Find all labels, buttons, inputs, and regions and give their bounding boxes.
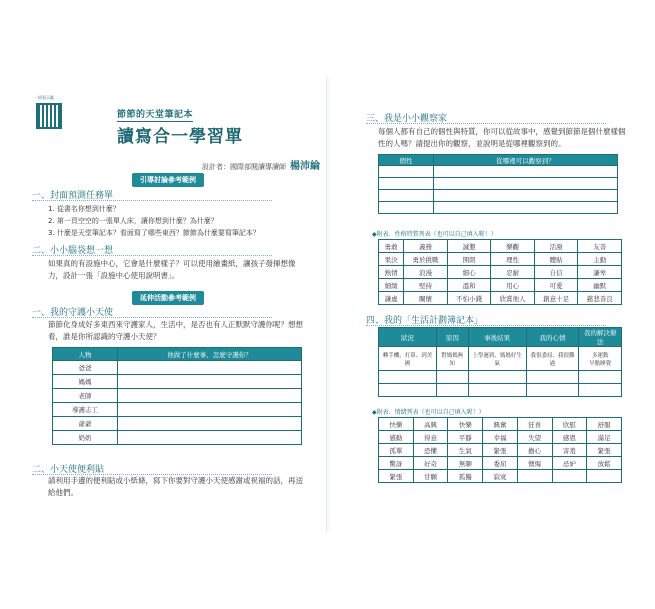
- table-cell: 開朗: [447, 253, 491, 266]
- table-cell: 害羞: [552, 444, 587, 457]
- table-cell: 緊張: [379, 470, 414, 483]
- table-cell: 幸福: [483, 431, 518, 444]
- table-cell: 關懷: [404, 292, 448, 305]
- table-cell: 緊張: [587, 444, 622, 457]
- table-cell: 爺爺: [53, 417, 118, 431]
- question: 3. 什麼是天堂筆記本？看面寫了哪些東西？節節為什麼要寫筆記本？: [48, 229, 260, 237]
- blank-cell[interactable]: [434, 190, 618, 202]
- section-heading: 四、我的「生活計劃簿記本」: [366, 313, 483, 326]
- page-title: 讀寫合一學習單: [117, 127, 243, 147]
- table-cell: 無聊: [448, 457, 483, 470]
- table-cell: 高興: [413, 418, 448, 431]
- table-cell: 主動: [578, 253, 622, 266]
- table-cell: 導護志工: [53, 403, 118, 417]
- table-cell: 勇敢: [379, 240, 404, 253]
- blank-cell[interactable]: [434, 202, 618, 214]
- author-name: 楊沛綸: [290, 161, 320, 172]
- table-cell: 感恩: [552, 431, 587, 444]
- table-cell: 快樂: [448, 418, 483, 431]
- plan-solution-line: 早點睡覺: [589, 360, 612, 367]
- table-cell: 謙卑: [578, 266, 622, 279]
- paragraph: 如果真的有設施中心，它會是什麼樣子？可以使用繪畫紙，讓孩子發揮想像力，設計一張「設施中心使用說明書」。: [48, 259, 296, 280]
- table-cell: 媽媽: [53, 375, 118, 389]
- table-cell: 放鬆: [587, 457, 622, 470]
- table-cell: 可愛: [534, 279, 578, 292]
- table-cell: 樂觀: [491, 240, 535, 253]
- table-cell: 得意: [413, 431, 448, 444]
- blank-cell[interactable]: [118, 403, 302, 417]
- table-cell: 寂寞: [483, 470, 518, 483]
- blank-cell[interactable]: [526, 371, 579, 384]
- table-cell: 浪漫: [404, 266, 448, 279]
- table-cell: 爸爸: [53, 361, 118, 375]
- blank-cell[interactable]: [118, 431, 302, 445]
- table-cell: 義務: [404, 240, 448, 253]
- table-cell: 體貼: [534, 253, 578, 266]
- table-header: 人物: [53, 348, 118, 361]
- table-header: 事後結果: [468, 328, 526, 347]
- table-cell: 失望: [517, 431, 552, 444]
- blank-cell[interactable]: [468, 371, 526, 384]
- guide-pill: 引導討論參考範例: [132, 173, 204, 187]
- table-cell: 堅持: [404, 279, 448, 292]
- blank-cell[interactable]: [118, 389, 302, 403]
- table-cell: 忌妒: [552, 457, 587, 470]
- table-row: [379, 240, 622, 253]
- table-cell: 恐懼: [413, 444, 448, 457]
- table-cell: 溫和: [447, 279, 491, 292]
- table-note: ◆附表．性格特質列表（也可以自己填入喔！）: [372, 231, 497, 238]
- section-heading: 一、我的守護小天使: [32, 305, 113, 318]
- table-cell: 舒服: [587, 418, 622, 431]
- table-header: 他做了什麼事、怎麼守護你？: [118, 348, 302, 361]
- table-cell: 細緻: [379, 279, 404, 292]
- blank-cell[interactable]: [437, 371, 469, 384]
- blank-cell[interactable]: [379, 202, 434, 214]
- table-cell: 謙虛: [379, 292, 404, 305]
- table-header: 從哪裡可以觀察到？: [434, 155, 618, 166]
- table-header: 個性: [379, 155, 434, 166]
- table-cell: 驚訝: [379, 457, 414, 470]
- table-cell: 自信: [534, 266, 578, 279]
- table-cell: [579, 347, 622, 371]
- table-header: 我的解決辦法: [579, 328, 622, 347]
- paragraph: 節節化身成好多東西來守護家人，生活中，是否也有人正默默守護你呢？想想看，誰是你所認識的守護小天使？: [48, 320, 303, 341]
- left-page: [22, 77, 327, 532]
- guard-table: [52, 347, 302, 445]
- table-cell: 創意十足: [534, 292, 578, 305]
- table-cell: 快樂: [379, 418, 414, 431]
- table-row: [379, 431, 622, 444]
- table-cell: 孤單: [379, 444, 414, 457]
- table-cell: 慈悲善良: [578, 292, 622, 305]
- table-cell: 上學遲到、媽媽好生氣: [468, 347, 526, 371]
- table-cell: 感動: [379, 431, 414, 444]
- observation-table: [378, 154, 618, 214]
- table-cell: 我很委屈、我很難過: [526, 347, 579, 371]
- author-role: 設計者：國際部閱讀導讀師: [202, 163, 286, 171]
- blank-cell[interactable]: [379, 371, 437, 384]
- blank-cell[interactable]: [526, 384, 579, 397]
- qr-code-icon: [36, 103, 62, 129]
- book-spread: [22, 77, 634, 532]
- blank-cell[interactable]: [579, 384, 622, 397]
- table-cell: 幽默: [578, 279, 622, 292]
- table-row: [379, 266, 622, 279]
- blank-cell[interactable]: [437, 384, 469, 397]
- table-cell: 用心: [491, 279, 535, 292]
- traits-table: [378, 239, 622, 305]
- blank-cell[interactable]: [579, 371, 622, 384]
- table-cell: 老師: [53, 389, 118, 403]
- table-row: [379, 457, 622, 470]
- table-cell: 甘願: [413, 470, 448, 483]
- table-cell: 生氣: [448, 444, 483, 457]
- table-cell: 欣賞他人: [491, 292, 535, 305]
- right-page: [330, 77, 634, 532]
- table-cell: 理性: [491, 253, 535, 266]
- table-cell: 孤獨: [448, 470, 483, 483]
- table-cell: [587, 470, 622, 483]
- table-cell: 忍耐: [491, 266, 535, 279]
- table-cell: 懊悔: [517, 457, 552, 470]
- emotions-table: [378, 417, 622, 483]
- table-cell: 勇於挑戰: [404, 253, 448, 266]
- table-row: [379, 292, 622, 305]
- plan-table: [378, 327, 622, 397]
- table-row: [379, 444, 622, 457]
- table-header: 原因: [437, 328, 469, 347]
- table-cell: 果決: [379, 253, 404, 266]
- blank-cell[interactable]: [118, 375, 302, 389]
- table-cell: 熱情: [379, 266, 404, 279]
- blank-cell[interactable]: [434, 178, 618, 190]
- table-cell: 奶奶: [53, 431, 118, 445]
- table-cell: 欣慰: [552, 418, 587, 431]
- blank-cell[interactable]: [434, 166, 618, 178]
- table-header: 狀況: [379, 328, 437, 347]
- blank-cell[interactable]: [379, 178, 434, 190]
- plan-solution-line: 多運動: [591, 352, 609, 359]
- section-heading: 二、小小腦袋想一想: [32, 243, 113, 256]
- table-cell: 緊張: [483, 444, 518, 457]
- table-row: [379, 253, 622, 266]
- blank-cell[interactable]: [118, 417, 302, 431]
- paragraph: 請利用手邊的便利貼或小紙條，寫下你要對守護小天使感謝或祝福的話，再送給他們。: [48, 476, 303, 497]
- table-cell: 委屈: [483, 457, 518, 470]
- table-cell: 友善: [578, 240, 622, 253]
- question: 2. 第一頁空空的一張單人床，讓你想到什麼？為什麼？: [48, 217, 218, 225]
- table-cell: 平靜: [448, 431, 483, 444]
- table-cell: 滿足: [587, 431, 622, 444]
- blank-cell[interactable]: [379, 190, 434, 202]
- table-cell: 細心: [447, 266, 491, 279]
- author: [202, 157, 320, 172]
- table-cell: 不怕小錢: [447, 292, 491, 305]
- table-cell: [517, 470, 552, 483]
- table-cell: [552, 470, 587, 483]
- paragraph: 每個人都有自己的個性與特質，你可以從故事中，感覺到節節是個什麼樣個性的人嗎？請提出你的觀察，並說明是從哪裡觀察到的。: [378, 127, 626, 148]
- table-row: [379, 418, 622, 431]
- table-cell: 擔心: [517, 444, 552, 457]
- subtitle: 節節的天堂筆記本: [117, 107, 193, 122]
- blank-cell[interactable]: [379, 384, 437, 397]
- table-cell: 對媽媽無知: [437, 347, 469, 371]
- table-cell: 興奮: [483, 418, 518, 431]
- table-note: ◆附表．情緒列表（也可以自己填入喔！）: [372, 409, 485, 416]
- blank-cell[interactable]: [468, 384, 526, 397]
- question: 1. 從書名你想到什麼？: [48, 205, 120, 213]
- table-cell: 狂喜: [517, 418, 552, 431]
- table-row: [379, 470, 622, 483]
- section-heading: 三、我是小小觀察家: [366, 111, 447, 124]
- table-cell: 好奇: [413, 457, 448, 470]
- qr-tag: 一掃看示範: [34, 95, 54, 100]
- table-cell: 誠懇: [447, 240, 491, 253]
- section-heading: 二、小天使便利貼: [32, 462, 104, 475]
- table-cell: 活潑: [534, 240, 578, 253]
- table-header: 我的心情: [526, 328, 579, 347]
- table-row: [379, 279, 622, 292]
- blank-cell[interactable]: [118, 361, 302, 375]
- section-heading: 一、封面預測任務單: [32, 188, 113, 201]
- blank-cell[interactable]: [379, 166, 434, 178]
- extend-pill: 延伸活動參考範例: [132, 291, 204, 305]
- table-cell: 轉手機、打鼻、到美國: [379, 347, 437, 371]
